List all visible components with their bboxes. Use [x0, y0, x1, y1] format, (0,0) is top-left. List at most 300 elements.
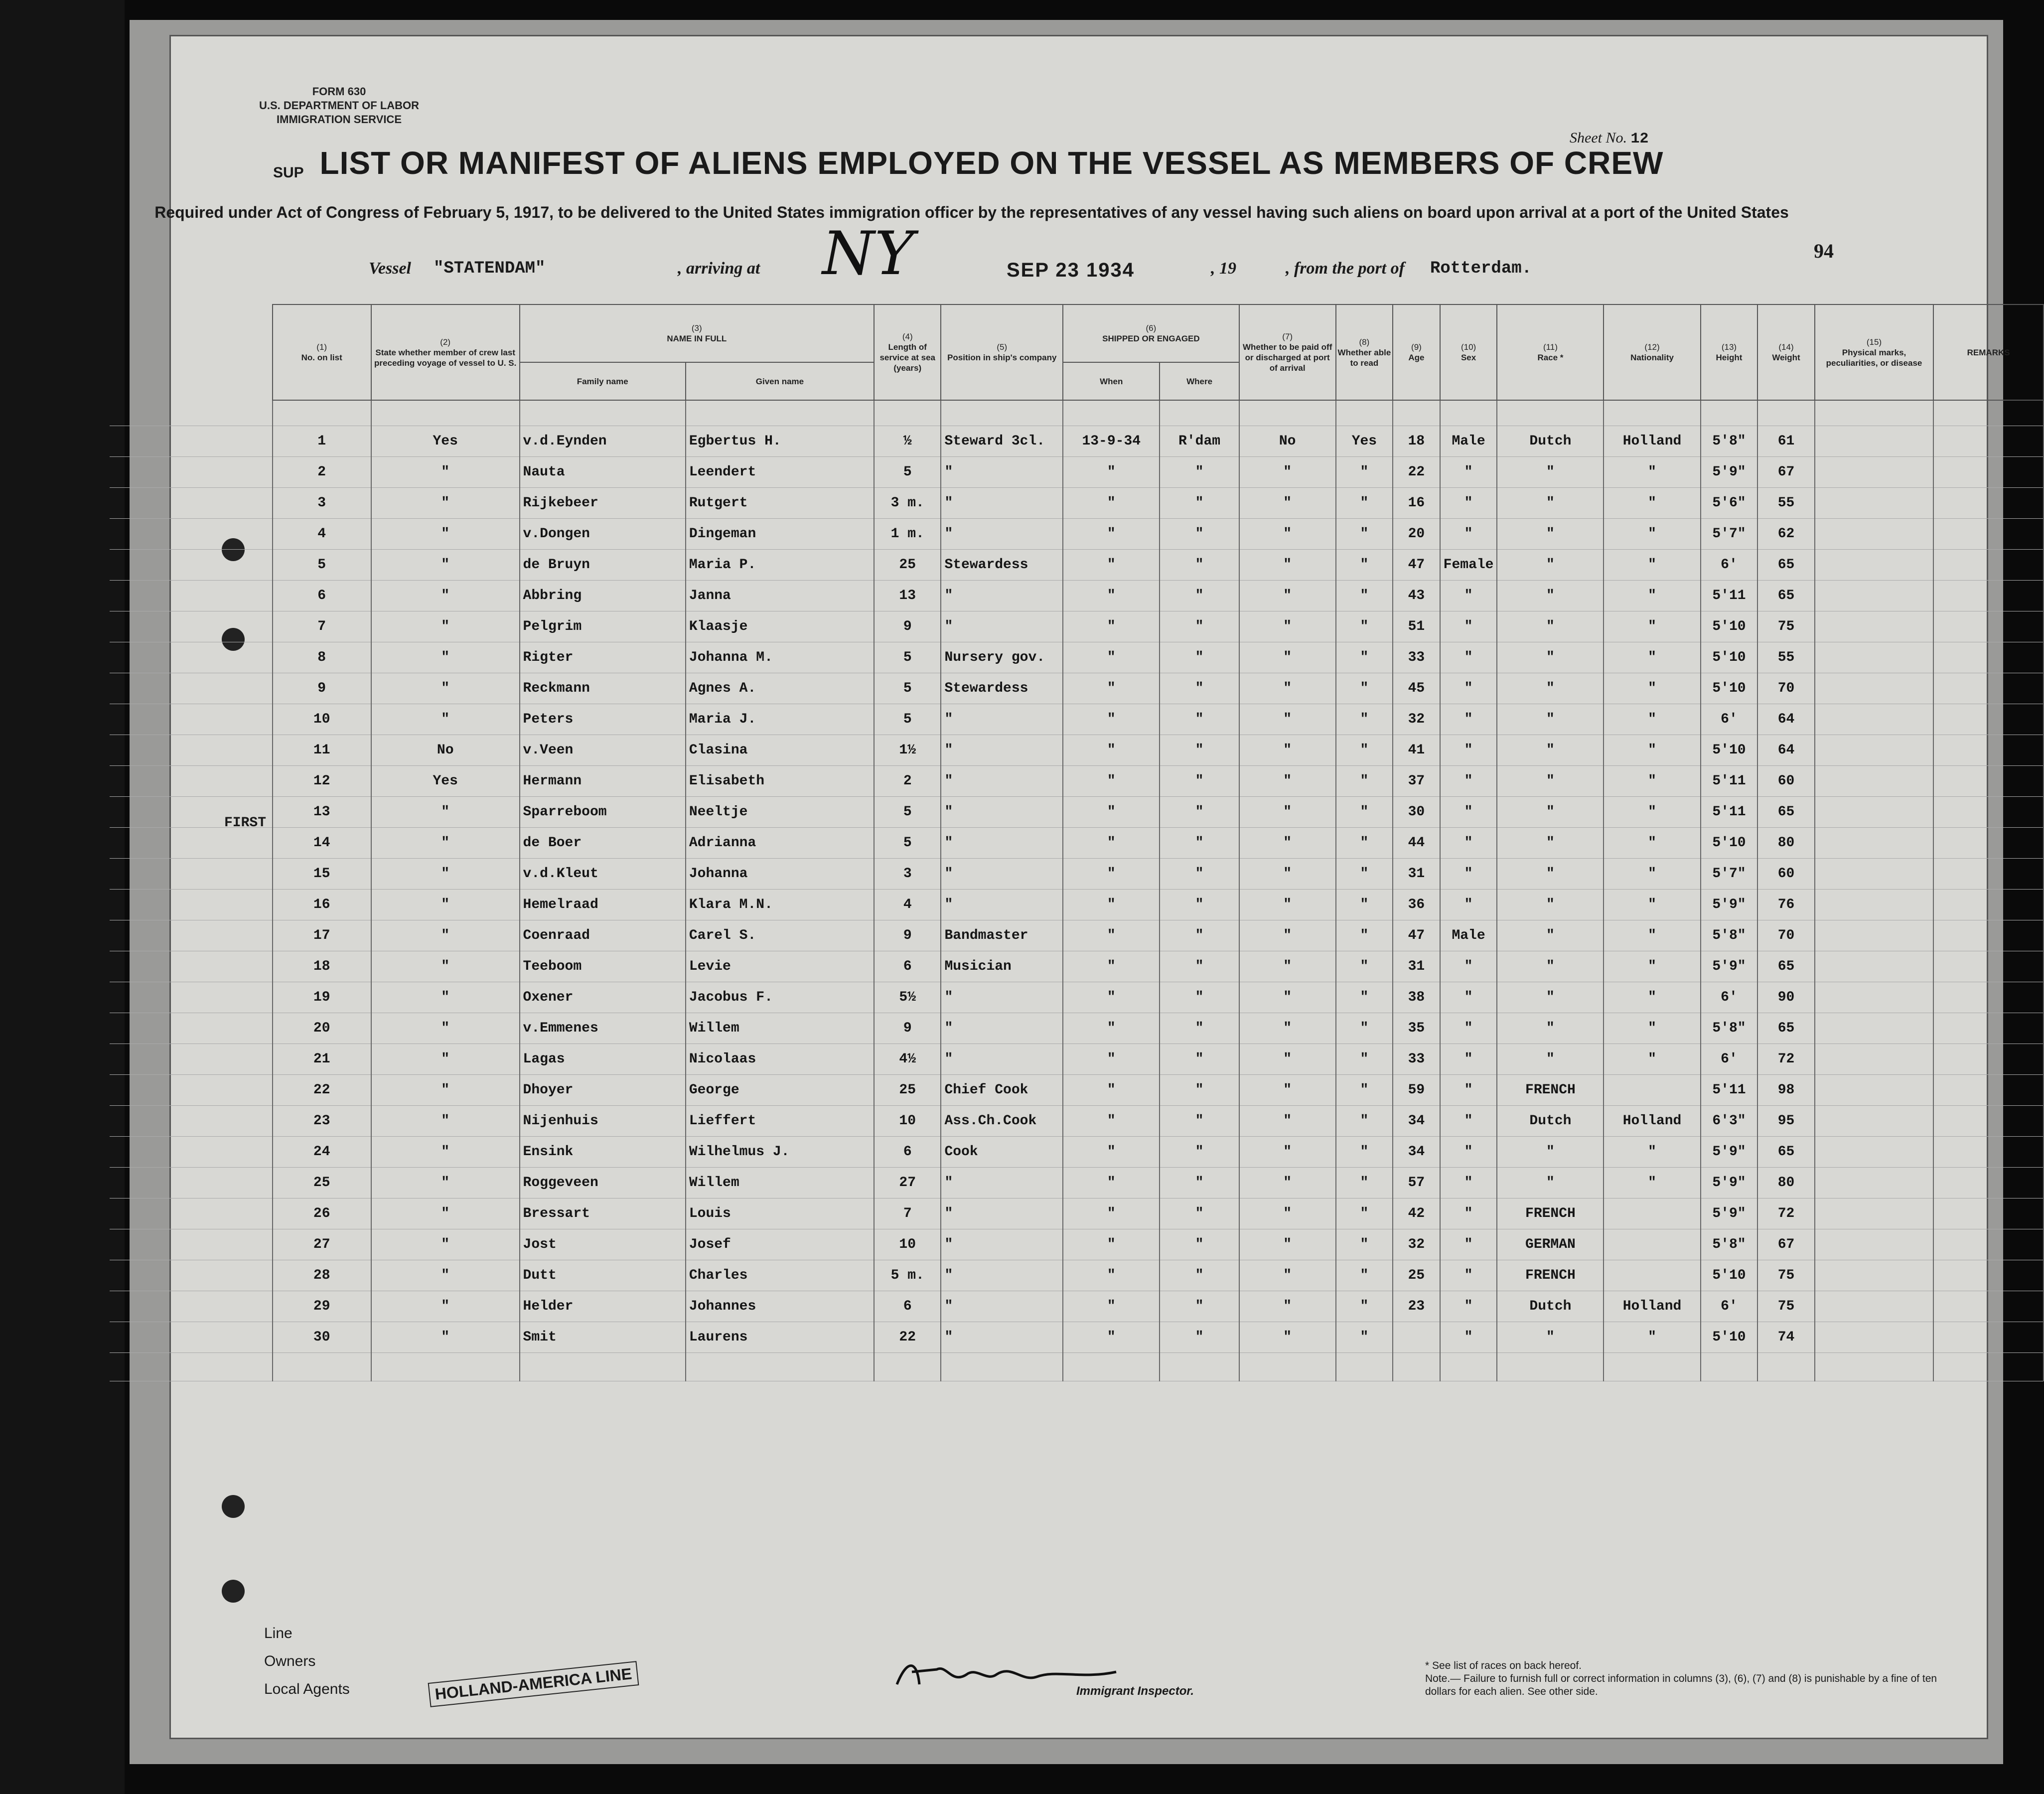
remarks-cell: [1933, 735, 2044, 766]
height-cell: 5'10: [1701, 642, 1758, 673]
shipped-where-cell: R'dam: [1160, 426, 1239, 457]
line-label: Line: [264, 1625, 292, 1642]
shipped-when-cell: ": [1063, 951, 1160, 982]
family-name-cell: Abbring: [520, 581, 686, 611]
page-subtitle: Required under Act of Congress of February 5, 1917, to be delivered to the United States immigration officer by the representatives of any vessel having such aliens on board upon arrival at a port of the United States: [154, 203, 1789, 221]
race-cell: ": [1497, 982, 1604, 1013]
local-agents-label: Local Agents: [264, 1681, 350, 1697]
shipped-where-cell: ": [1160, 859, 1239, 890]
remarks-cell: [1933, 1198, 2044, 1229]
margin-cell: [110, 611, 273, 642]
prev-voyage-cell: Yes: [371, 426, 520, 457]
arriving-port: NY: [822, 219, 914, 289]
table-row: [110, 1322, 2044, 1353]
age-cell: 57: [1393, 1168, 1440, 1198]
shipped-when-cell: ": [1063, 550, 1160, 581]
height-cell: 5'9": [1701, 890, 1758, 920]
given-name-cell: Nicolaas: [686, 1044, 874, 1075]
row-number-cell: 6: [273, 581, 371, 611]
weight-cell: 70: [1757, 673, 1814, 704]
shipped-where-cell: ": [1160, 920, 1239, 951]
able-to-read-cell: ": [1336, 1013, 1393, 1044]
able-to-read-cell: ": [1336, 457, 1393, 488]
prev-voyage-cell: ": [371, 828, 520, 859]
position-cell: ": [941, 828, 1063, 859]
margin-cell: [110, 673, 273, 704]
family-name-cell: Reckmann: [520, 673, 686, 704]
age-cell: 37: [1393, 766, 1440, 797]
col-race-header: (11) Race *: [1497, 304, 1604, 400]
height-cell: 5'7": [1701, 859, 1758, 890]
paid-off-cell: ": [1239, 890, 1336, 920]
sex-cell: ": [1440, 642, 1497, 673]
nationality-cell: [1604, 1198, 1700, 1229]
remarks-cell: [1933, 920, 2044, 951]
weight-cell: 65: [1757, 550, 1814, 581]
race-cell: ": [1497, 488, 1604, 519]
age-cell: 22: [1393, 457, 1440, 488]
nationality-cell: ": [1604, 519, 1700, 550]
races-note: * See list of races on back hereof.: [1425, 1660, 1582, 1671]
immigrant-inspector-label: Immigrant Inspector.: [1076, 1684, 1194, 1698]
remarks-cell: [1933, 426, 2044, 457]
able-to-read-cell: ": [1336, 1137, 1393, 1168]
shipped-where-cell: ": [1160, 1229, 1239, 1260]
service-length-cell: 25: [874, 1075, 941, 1106]
family-name-cell: Rigter: [520, 642, 686, 673]
position-cell: Ass.Ch.Cook: [941, 1106, 1063, 1137]
empty-cell: [1604, 1353, 1700, 1381]
height-cell: 5'9": [1701, 1137, 1758, 1168]
given-name-cell: Dingeman: [686, 519, 874, 550]
nationality-cell: [1604, 1075, 1700, 1106]
race-cell: ": [1497, 890, 1604, 920]
service-length-cell: 4½: [874, 1044, 941, 1075]
paid-off-cell: ": [1239, 1260, 1336, 1291]
penalty-note: Note.— Failure to furnish full or correct information in columns (3), (6), (7) and (8) is punishable by a fine of ten dollars for each alien. See other side.: [1425, 1673, 1937, 1697]
shipped-where-cell: ": [1160, 1106, 1239, 1137]
service-length-cell: 10: [874, 1106, 941, 1137]
remarks-cell: [1933, 1075, 2044, 1106]
shipped-where-cell: ": [1160, 611, 1239, 642]
margin-cell: [110, 1168, 273, 1198]
sex-cell: ": [1440, 611, 1497, 642]
sex-cell: ": [1440, 766, 1497, 797]
physical-marks-cell: [1815, 982, 1934, 1013]
shipped-where-cell: ": [1160, 673, 1239, 704]
paid-off-cell: ": [1239, 735, 1336, 766]
margin-cell: [110, 1198, 273, 1229]
physical-marks-cell: [1815, 581, 1934, 611]
empty-cell: [273, 1353, 371, 1381]
race-cell: Dutch: [1497, 426, 1604, 457]
col-read-header: (8) Whether able to read: [1336, 304, 1393, 400]
nationality-cell: ": [1604, 735, 1700, 766]
physical-marks-cell: [1815, 1044, 1934, 1075]
service-length-cell: 5: [874, 673, 941, 704]
paid-off-cell: ": [1239, 611, 1336, 642]
remarks-cell: [1933, 673, 2044, 704]
remarks-cell: [1933, 1229, 2044, 1260]
given-name-cell: Neeltje: [686, 797, 874, 828]
family-name-cell: Teeboom: [520, 951, 686, 982]
nationality-cell: ": [1604, 611, 1700, 642]
nationality-cell: ": [1604, 642, 1700, 673]
prev-voyage-cell: ": [371, 1229, 520, 1260]
sheet-number-value: 12: [1630, 131, 1649, 148]
position-cell: Musician: [941, 951, 1063, 982]
col-remarks-header: REMARKS: [1933, 304, 2044, 400]
physical-marks-cell: [1815, 1168, 1934, 1198]
service-length-cell: 25: [874, 550, 941, 581]
weight-cell: 98: [1757, 1075, 1814, 1106]
remarks-cell: [1933, 581, 2044, 611]
able-to-read-cell: Yes: [1336, 426, 1393, 457]
weight-cell: 60: [1757, 859, 1814, 890]
weight-cell: 67: [1757, 1229, 1814, 1260]
weight-cell: 76: [1757, 890, 1814, 920]
col-sex-header: (10) Sex: [1440, 304, 1497, 400]
physical-marks-cell: [1815, 1075, 1934, 1106]
able-to-read-cell: ": [1336, 1075, 1393, 1106]
margin-cell: [110, 704, 273, 735]
owners-label: Owners: [264, 1653, 316, 1669]
from-port: Rotterdam.: [1430, 259, 1532, 278]
prev-voyage-cell: ": [371, 519, 520, 550]
race-cell: FRENCH: [1497, 1198, 1604, 1229]
service-length-cell: 13: [874, 581, 941, 611]
crew-manifest-table: [110, 304, 2044, 1381]
position-cell: ": [941, 797, 1063, 828]
race-cell: ": [1497, 859, 1604, 890]
table-row: [110, 735, 2044, 766]
remarks-cell: [1933, 1291, 2044, 1322]
service-length-cell: 27: [874, 1168, 941, 1198]
prev-voyage-cell: Yes: [371, 766, 520, 797]
shipped-when-cell: ": [1063, 797, 1160, 828]
remarks-cell: [1933, 519, 2044, 550]
able-to-read-cell: ": [1336, 1291, 1393, 1322]
margin-cell: [110, 1044, 273, 1075]
position-cell: ": [941, 1168, 1063, 1198]
age-cell: 45: [1393, 673, 1440, 704]
shipped-where-cell: ": [1160, 797, 1239, 828]
able-to-read-cell: ": [1336, 1168, 1393, 1198]
table-row: [110, 828, 2044, 859]
table-row: [110, 1168, 2044, 1198]
weight-cell: 65: [1757, 1137, 1814, 1168]
row-number-cell: 14: [273, 828, 371, 859]
given-name-cell: Laurens: [686, 1322, 874, 1353]
col-given-name-header: Given name: [686, 362, 874, 400]
weight-cell: 64: [1757, 704, 1814, 735]
family-name-cell: Rijkebeer: [520, 488, 686, 519]
position-cell: ": [941, 735, 1063, 766]
paid-off-cell: ": [1239, 1044, 1336, 1075]
service-length-cell: 6: [874, 1291, 941, 1322]
paid-off-cell: ": [1239, 1291, 1336, 1322]
height-cell: 5'11: [1701, 1075, 1758, 1106]
sex-cell: ": [1440, 519, 1497, 550]
table-row: [110, 704, 2044, 735]
row-number-cell: 23: [273, 1106, 371, 1137]
age-cell: 33: [1393, 642, 1440, 673]
family-name-cell: v.Dongen: [520, 519, 686, 550]
prev-voyage-cell: ": [371, 1291, 520, 1322]
height-cell: 5'9": [1701, 457, 1758, 488]
height-cell: 5'8": [1701, 920, 1758, 951]
height-cell: 5'6": [1701, 488, 1758, 519]
margin-cell: [110, 1322, 273, 1353]
family-name-cell: v.d.Eynden: [520, 426, 686, 457]
weight-cell: 75: [1757, 1291, 1814, 1322]
able-to-read-cell: ": [1336, 1044, 1393, 1075]
arriving-label: , arriving at: [678, 259, 760, 278]
able-to-read-cell: ": [1336, 550, 1393, 581]
col-family-name-header: Family name: [520, 362, 686, 400]
shipped-where-cell: ": [1160, 890, 1239, 920]
race-cell: ": [1497, 1137, 1604, 1168]
shipped-when-cell: ": [1063, 1260, 1160, 1291]
nationality-cell: ": [1604, 550, 1700, 581]
row-number-cell: 10: [273, 704, 371, 735]
paid-off-cell: ": [1239, 982, 1336, 1013]
physical-marks-cell: [1815, 1291, 1934, 1322]
shipped-where-cell: ": [1160, 735, 1239, 766]
remarks-cell: [1933, 982, 2044, 1013]
remarks-cell: [1933, 1044, 2044, 1075]
age-cell: 43: [1393, 581, 1440, 611]
col-no-header: (1) No. on list: [273, 304, 371, 400]
service-length-cell: ½: [874, 426, 941, 457]
sex-cell: ": [1440, 1168, 1497, 1198]
shipped-where-cell: ": [1160, 519, 1239, 550]
row-number-cell: 27: [273, 1229, 371, 1260]
shipped-where-cell: ": [1160, 1198, 1239, 1229]
empty-cell: [1757, 1353, 1814, 1381]
weight-cell: 90: [1757, 982, 1814, 1013]
remarks-cell: [1933, 951, 2044, 982]
row-number-cell: 26: [273, 1198, 371, 1229]
table-row: [110, 766, 2044, 797]
shipped-where-cell: ": [1160, 1168, 1239, 1198]
given-name-cell: Elisabeth: [686, 766, 874, 797]
service-length-cell: 10: [874, 1229, 941, 1260]
race-cell: ": [1497, 797, 1604, 828]
able-to-read-cell: ": [1336, 982, 1393, 1013]
holland-america-line-stamp: HOLLAND-AMERICA LINE: [428, 1661, 639, 1707]
given-name-cell: George: [686, 1075, 874, 1106]
race-cell: ": [1497, 1322, 1604, 1353]
nationality-cell: ": [1604, 1137, 1700, 1168]
race-cell: Dutch: [1497, 1291, 1604, 1322]
sex-cell: ": [1440, 1322, 1497, 1353]
position-cell: ": [941, 1229, 1063, 1260]
service-length-cell: 6: [874, 951, 941, 982]
paid-off-cell: ": [1239, 457, 1336, 488]
table-row: [110, 1198, 2044, 1229]
family-name-cell: Dutt: [520, 1260, 686, 1291]
prev-voyage-cell: ": [371, 1168, 520, 1198]
margin-cell: [110, 1013, 273, 1044]
prev-voyage-cell: ": [371, 642, 520, 673]
footer-notes: [1425, 1659, 1943, 1698]
physical-marks-cell: [1815, 457, 1934, 488]
empty-cell: [110, 1353, 273, 1381]
weight-cell: 70: [1757, 920, 1814, 951]
given-name-cell: Jacobus F.: [686, 982, 874, 1013]
row-number-cell: 1: [273, 426, 371, 457]
paid-off-cell: ": [1239, 1198, 1336, 1229]
table-row: [110, 1075, 2044, 1106]
nationality-cell: [1604, 1229, 1700, 1260]
given-name-cell: Klara M.N.: [686, 890, 874, 920]
table-row: [110, 642, 2044, 673]
able-to-read-cell: ": [1336, 828, 1393, 859]
shipped-where-cell: ": [1160, 457, 1239, 488]
age-cell: 34: [1393, 1137, 1440, 1168]
remarks-cell: [1933, 1260, 2044, 1291]
row-number-cell: 8: [273, 642, 371, 673]
given-name-cell: Charles: [686, 1260, 874, 1291]
physical-marks-cell: [1815, 1198, 1934, 1229]
page-stamp-number: 94: [1814, 240, 1834, 262]
nationality-cell: ": [1604, 1013, 1700, 1044]
height-cell: 5'11: [1701, 766, 1758, 797]
service-length-cell: 6: [874, 1137, 941, 1168]
family-name-cell: Smit: [520, 1322, 686, 1353]
physical-marks-cell: [1815, 1322, 1934, 1353]
shipped-when-cell: ": [1063, 1291, 1160, 1322]
given-name-cell: Rutgert: [686, 488, 874, 519]
race-cell: ": [1497, 704, 1604, 735]
able-to-read-cell: ": [1336, 766, 1393, 797]
race-cell: ": [1497, 766, 1604, 797]
table-row: [110, 581, 2044, 611]
race-cell: ": [1497, 611, 1604, 642]
age-cell: 38: [1393, 982, 1440, 1013]
col-physical-marks-header: (15) Physical marks, peculiarities, or disease: [1815, 304, 1934, 400]
able-to-read-cell: ": [1336, 1198, 1393, 1229]
paid-off-cell: ": [1239, 951, 1336, 982]
date-stamp: SEP 23 1934: [1007, 259, 1135, 281]
shipped-where-cell: ": [1160, 1013, 1239, 1044]
age-cell: 34: [1393, 1106, 1440, 1137]
shipped-when-cell: ": [1063, 1168, 1160, 1198]
empty-cell: [1497, 1353, 1604, 1381]
row-number-cell: 30: [273, 1322, 371, 1353]
able-to-read-cell: ": [1336, 797, 1393, 828]
family-name-cell: Jost: [520, 1229, 686, 1260]
margin-cell: [110, 581, 273, 611]
table-row: [110, 519, 2044, 550]
table-row: [110, 611, 2044, 642]
position-cell: ": [941, 581, 1063, 611]
prev-voyage-cell: ": [371, 859, 520, 890]
shipped-when-cell: ": [1063, 1322, 1160, 1353]
given-name-cell: Louis: [686, 1198, 874, 1229]
service-length-cell: 9: [874, 611, 941, 642]
sheet-number: [1570, 130, 1649, 148]
family-name-cell: v.d.Kleut: [520, 859, 686, 890]
family-name-cell: Hermann: [520, 766, 686, 797]
sex-cell: ": [1440, 1229, 1497, 1260]
position-cell: ": [941, 766, 1063, 797]
able-to-read-cell: ": [1336, 642, 1393, 673]
table-row: [110, 1013, 2044, 1044]
remarks-cell: [1933, 859, 2044, 890]
shipped-where-cell: ": [1160, 488, 1239, 519]
empty-cell: [1393, 1353, 1440, 1381]
nationality-cell: ": [1604, 797, 1700, 828]
nationality-cell: ": [1604, 704, 1700, 735]
shipped-when-cell: ": [1063, 581, 1160, 611]
margin-cell: [110, 766, 273, 797]
height-cell: 5'11: [1701, 581, 1758, 611]
row-number-cell: 3: [273, 488, 371, 519]
weight-cell: 80: [1757, 1168, 1814, 1198]
physical-marks-cell: [1815, 611, 1934, 642]
paid-off-cell: ": [1239, 828, 1336, 859]
physical-marks-cell: [1815, 797, 1934, 828]
margin-cell: [110, 859, 273, 890]
given-name-cell: Klaasje: [686, 611, 874, 642]
nationality-cell: ": [1604, 1044, 1700, 1075]
table-row: [110, 951, 2044, 982]
weight-cell: 72: [1757, 1198, 1814, 1229]
prev-voyage-cell: ": [371, 1075, 520, 1106]
col-nationality-header: (12) Nationality: [1604, 304, 1700, 400]
sex-cell: ": [1440, 581, 1497, 611]
col-weight-header: (14) Weight: [1757, 304, 1814, 400]
service-length-cell: 5: [874, 457, 941, 488]
race-cell: GERMAN: [1497, 1229, 1604, 1260]
age-cell: 16: [1393, 488, 1440, 519]
position-cell: Bandmaster: [941, 920, 1063, 951]
paid-off-cell: ": [1239, 1322, 1336, 1353]
shipped-when-cell: ": [1063, 890, 1160, 920]
family-name-cell: de Bruyn: [520, 550, 686, 581]
vessel-label: Vessel: [369, 259, 411, 278]
service-length-cell: 3 m.: [874, 488, 941, 519]
race-cell: ": [1497, 519, 1604, 550]
physical-marks-cell: [1815, 951, 1934, 982]
age-cell: 44: [1393, 828, 1440, 859]
given-name-cell: Johanna: [686, 859, 874, 890]
service-length-cell: 5: [874, 797, 941, 828]
given-name-cell: Maria J.: [686, 704, 874, 735]
sex-cell: ": [1440, 1044, 1497, 1075]
margin-cell: [110, 982, 273, 1013]
empty-cell: [1815, 1353, 1934, 1381]
table-row: [110, 1106, 2044, 1137]
nationality-cell: ": [1604, 1168, 1700, 1198]
shipped-where-cell: ": [1160, 550, 1239, 581]
remarks-cell: [1933, 1168, 2044, 1198]
age-cell: 25: [1393, 1260, 1440, 1291]
nationality-cell: Holland: [1604, 1106, 1700, 1137]
weight-cell: 64: [1757, 735, 1814, 766]
race-cell: ": [1497, 1168, 1604, 1198]
weight-cell: 61: [1757, 426, 1814, 457]
shipped-when-cell: ": [1063, 859, 1160, 890]
sex-cell: ": [1440, 1198, 1497, 1229]
sex-cell: Female: [1440, 550, 1497, 581]
weight-cell: 75: [1757, 1260, 1814, 1291]
nationality-cell: ": [1604, 1322, 1700, 1353]
row-number-cell: 5: [273, 550, 371, 581]
shipped-where-cell: ": [1160, 766, 1239, 797]
